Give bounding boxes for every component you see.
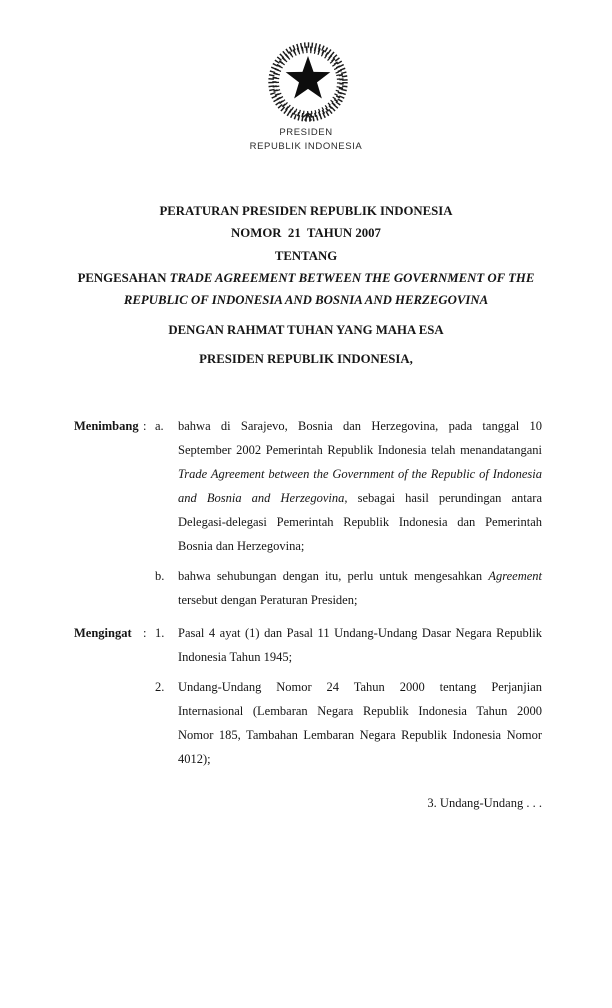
presidential-star-wreath-seal-icon [266,40,350,124]
title-line [36,200,576,222]
section-colon: : [143,419,147,433]
title-line [36,289,576,311]
text-line [178,510,542,534]
consideration-item [155,675,542,771]
catchword: 3. Undang-Undang . . . [427,796,542,810]
text-line [178,564,542,588]
section-label: Mengingat [74,626,132,640]
text-line [178,534,542,558]
text-segment: September 2002 Pemerintah Republik Indonesia telah menandatangani [178,443,542,457]
text-segment: PENGESAHAN [77,270,170,285]
letterhead-line-republik: REPUBLIK INDONESIA [249,140,363,152]
italic-text-segment: TRADE AGREEMENT BETWEEN THE GOVERNMENT OF THE [169,270,535,285]
text-segment: NOMOR 21 TAHUN 2007 [231,226,381,241]
text-segment: , sebagai hasil perundingan antara [344,491,542,505]
text-line [178,462,542,486]
text-segment: Nomor 185, Tambahan Lembaran Negara Republik Indonesia Nomor [178,728,542,742]
text-line [178,645,542,669]
consideration-item [155,564,542,612]
item-lines [178,564,542,612]
italic-text-segment: Trade Agreement between the Government of the Republic of Indonesia [178,467,542,481]
item-marker: 2. [155,680,165,694]
italic-text-segment: and Bosnia and Herzegovina [178,491,345,505]
text-segment: bahwa di Sarajevo, Bosnia dan Herzegovina, pada tanggal 10 [178,419,542,433]
text-line [178,486,542,510]
text-line [178,414,542,438]
text-segment: Undang-Undang Nomor 24 Tahun 2000 tentang Perjanjian [178,680,542,694]
item-lines [178,675,542,771]
title-line [36,245,576,267]
text-segment: Bosnia dan Herzegovina; [178,539,305,553]
text-line [178,699,542,723]
italic-text-segment: Agreement [488,569,542,583]
section-mengingat [74,621,542,771]
text-segment: Indonesia Tahun 1945; [178,650,293,664]
letterhead-line-presiden: PRESIDEN [279,127,333,138]
consideration-item [155,414,542,558]
text-line [178,588,542,612]
text-segment: Pasal 4 ayat (1) dan Pasal 11 Undang-Undang Dasar Negara Republik [178,626,542,640]
text-segment: Internasional (Lembaran Negara Republik Indonesia Tahun 2000 [178,704,542,718]
section-colon: : [143,626,147,640]
title-block [36,200,576,311]
item-marker: a. [155,419,164,433]
item-lines [178,621,542,669]
considerations-block [74,414,542,780]
issuer-line: PRESIDEN REPUBLIK INDONESIA, [199,352,413,366]
item-marker: 1. [155,626,165,640]
title-line [36,267,576,289]
section-items [155,621,542,771]
title-line [36,222,576,244]
text-segment: 4012); [178,752,211,766]
section-menimbang [74,414,542,612]
text-line [178,747,542,771]
consideration-item [155,621,542,669]
section-items [155,414,542,612]
text-segment: TENTANG [274,248,338,263]
text-line [178,723,542,747]
section-label: Menimbang [74,419,139,433]
text-line [178,438,542,462]
letterhead-org [0,126,612,153]
text-segment: Delegasi-delegasi Pemerintah Republik Indonesia dan Pemerintah [178,515,542,529]
item-marker: b. [155,569,165,583]
italic-text-segment: REPUBLIC OF INDONESIA AND BOSNIA AND HERZEGOVINA [123,293,489,308]
text-segment: tersebut dengan Peraturan Presiden; [178,593,358,607]
text-line [178,675,542,699]
text-line [178,621,542,645]
text-segment: PERATURAN PRESIDEN REPUBLIK INDONESIA [159,204,453,218]
text-segment: bahwa sehubungan dengan itu, perlu untuk mengesahkan [178,569,489,583]
invocation-line: DENGAN RAHMAT TUHAN YANG MAHA ESA [168,323,444,337]
item-lines [178,414,542,558]
